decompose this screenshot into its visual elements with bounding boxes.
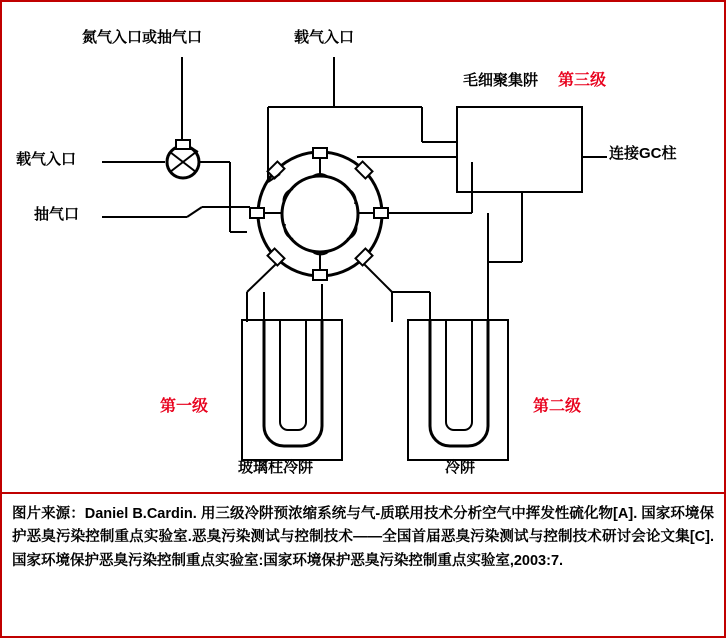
label-stage-two: 第二级 xyxy=(533,398,582,415)
stage2-dewar xyxy=(408,320,508,460)
stage1-dewar xyxy=(242,320,342,460)
rotary-port-w xyxy=(250,208,264,218)
label-carrier-gas-inlet-left: 载气入口 xyxy=(16,151,77,168)
label-carrier-gas-inlet-top: 载气入口 xyxy=(294,29,355,46)
sw-port-down xyxy=(247,264,276,292)
label-capillary-trap: 毛细聚集阱 xyxy=(463,72,539,89)
rotary-port-e xyxy=(374,208,388,218)
capillary-trap-box xyxy=(457,107,582,192)
rotary-valve-inner xyxy=(282,176,358,252)
stage2-u-tube-outer xyxy=(430,320,488,446)
pump-valve-port-top xyxy=(176,140,190,149)
stage2-u-tube-inner xyxy=(446,320,472,430)
label-glass-column-cold-trap: 玻璃柱冷阱 xyxy=(238,459,314,476)
stage1-u-tube-outer xyxy=(264,320,322,446)
rotary-port-n xyxy=(313,148,327,158)
label-cold-trap: 冷阱 xyxy=(445,459,476,476)
label-stage-one: 第一级 xyxy=(160,398,209,415)
figure-caption xyxy=(2,492,724,636)
stage1-u-tube-inner xyxy=(280,320,306,430)
label-pump-outlet-left: 抽气口 xyxy=(34,206,80,223)
label-nitrogen-inlet: 氮气入口或抽气口 xyxy=(82,29,203,46)
pump-outlet-bend xyxy=(187,207,202,217)
schematic-svg xyxy=(2,2,724,492)
rotary-port-s xyxy=(313,270,327,280)
se-port-down xyxy=(364,264,392,292)
label-stage-three: 第三级 xyxy=(558,72,607,89)
label-connect-gc-column: 连接GC柱 xyxy=(609,145,677,162)
caption-text: 图片来源：Daniel B.Cardin. 用三级冷阱预浓缩系统与气-质联用技术分析空气中挥发性硫化物[A]. 国家环境保护恶臭污染控制重点实验室.恶臭污染测试与控制技术——全国首届恶臭污染测试与控制技术研讨会论文集[C].国家环境保护恶臭污染控制重点实验室:国家环境保护恶臭污染控制重点实验室,2003:7. xyxy=(12,506,714,569)
diagram-canvas xyxy=(2,2,724,492)
